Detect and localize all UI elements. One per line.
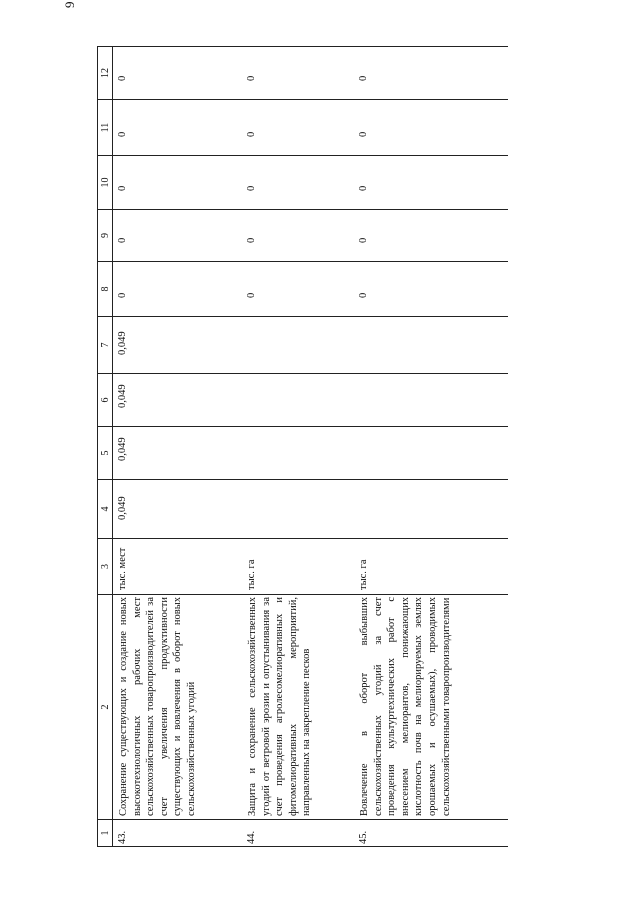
row-value: 0,049 — [113, 374, 243, 427]
row-value: 0 — [354, 262, 508, 317]
indicator-table — [97, 46, 508, 847]
row-value: 0 — [354, 156, 508, 210]
row-value: 0 — [113, 47, 243, 100]
row-unit: тыс. га — [242, 539, 354, 595]
row-value: 0 — [113, 100, 243, 156]
row-value: 0 — [242, 156, 354, 210]
row-value: 0 — [113, 156, 243, 210]
column-header: 2 — [98, 595, 113, 820]
column-header: 1 — [98, 820, 113, 847]
column-header: 3 — [98, 539, 113, 595]
column-header: 12 — [98, 47, 113, 100]
column-header: 7 — [98, 317, 113, 374]
row-description: Вовлечение в оборот выбывших сельскохозяйственных угодий за счет проведения культуртехнических работ с внесением мелиорантов, понижающих кислотность почв на мелиорируемых землях орошаемых и осушаемых), проводимых сельскохозяйственными товаропроизводителями — [354, 595, 508, 820]
row-value: 0 — [113, 210, 243, 262]
row-value: 0 — [113, 262, 243, 317]
row-value: 0 — [354, 100, 508, 156]
column-header: 10 — [98, 156, 113, 210]
column-header: 8 — [98, 262, 113, 317]
row-value — [354, 317, 508, 374]
row-value: 0,049 — [113, 480, 243, 539]
row-number: 45. — [354, 820, 508, 847]
row-value: 0,049 — [113, 317, 243, 374]
row-value: 0 — [242, 100, 354, 156]
column-header: 9 — [98, 210, 113, 262]
column-header: 4 — [98, 480, 113, 539]
row-description: Сохранение существующих и создание новых высокотехнологичных рабочих мест сельскохозяйственных товаропроизводителей за счет увеличения продуктивности существующих и вовлечения в оборот новых сельскохозяйственных угодий — [113, 595, 243, 820]
row-value — [354, 427, 508, 480]
row-description: Защита и сохранение сельскохозяйственных угодий от ветровой эрозии и опустынивания за счет проведения агролесомелиоративных и фитомелиоративных мероприятий, направленных на закрепление песков — [242, 595, 354, 820]
column-header: 6 — [98, 374, 113, 427]
row-unit: тыс. га — [354, 539, 508, 595]
row-value — [242, 480, 354, 539]
indicator-table-wrapper — [97, 47, 517, 847]
row-value: 0,049 — [113, 427, 243, 480]
row-value — [242, 317, 354, 374]
row-number: 44. — [242, 820, 354, 847]
table-row — [354, 47, 508, 847]
row-value: 0 — [242, 262, 354, 317]
column-header: 5 — [98, 427, 113, 480]
table-row — [113, 47, 243, 847]
row-value: 0 — [242, 47, 354, 100]
row-unit: тыс. мест — [113, 539, 243, 595]
column-header: 11 — [98, 100, 113, 156]
row-value — [354, 374, 508, 427]
row-value: 0 — [354, 210, 508, 262]
row-number: 43. — [113, 820, 243, 847]
row-value — [242, 374, 354, 427]
column-number-header-row — [98, 47, 113, 847]
row-value: 0 — [242, 210, 354, 262]
table-row — [242, 47, 354, 847]
row-value — [242, 427, 354, 480]
row-value — [354, 480, 508, 539]
row-value: 0 — [354, 47, 508, 100]
page-number: 9 — [62, 1, 77, 8]
